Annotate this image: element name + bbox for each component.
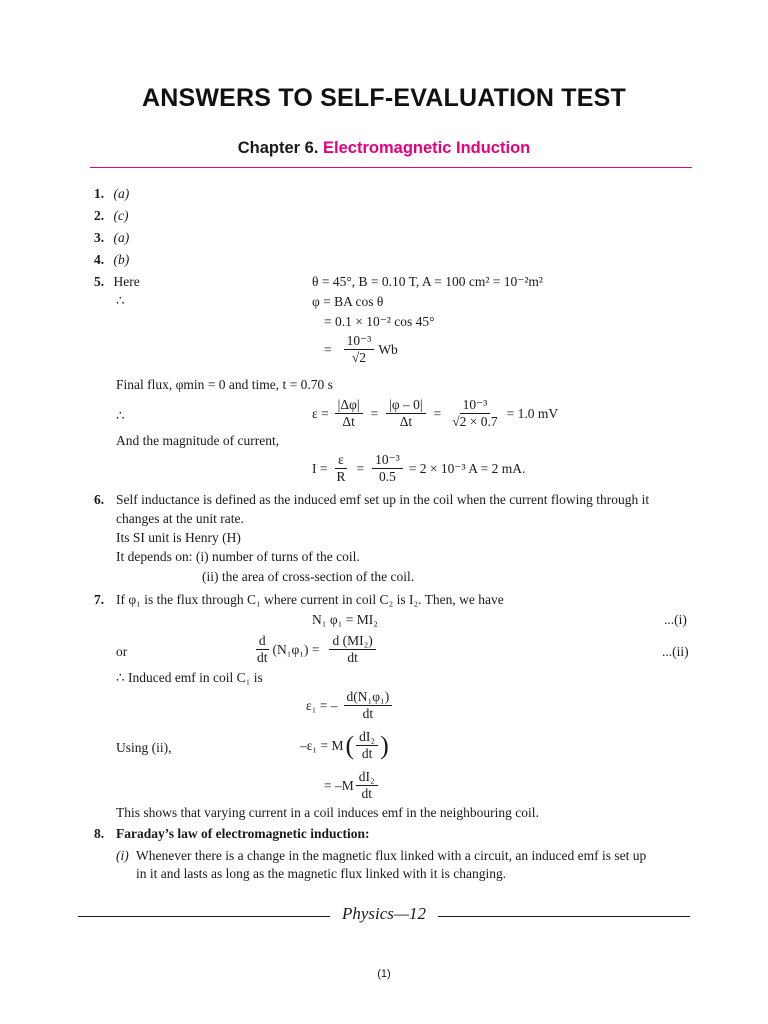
equation-2-tag: ...(ii) <box>662 644 689 659</box>
fraction-numerator: dI₂ <box>356 770 378 786</box>
fraction-denominator: R <box>336 469 346 485</box>
answer-number: 4. <box>94 252 105 267</box>
fraction-denominator: Δt <box>342 414 355 430</box>
item-i-line-2: in it and lasts as long as the magnetic flux linked with it is changing. <box>136 866 507 881</box>
answer-option: (a) <box>113 186 130 201</box>
equation-4: –ε₁ = M ( $\frac{\text{dI₂}}{dt}$ ) <box>300 729 389 762</box>
equation-5-fraction <box>356 770 378 801</box>
flux-fraction <box>344 334 375 365</box>
therefore-symbol: ∴ <box>116 408 125 423</box>
answer-number: 8. <box>94 826 105 841</box>
fraction-denominator: √2 <box>351 350 367 366</box>
answer-6-line-2: changes at the unit rate. <box>116 511 244 526</box>
therefore-symbol: ∴ <box>116 293 125 308</box>
emf-fraction-1 <box>335 398 363 429</box>
item-i-label: (i) <box>116 848 129 863</box>
footer-book-title: Physics—12 <box>341 904 427 923</box>
or-text: or <box>116 644 128 659</box>
fraction-numerator: ε <box>335 453 347 469</box>
flux-unit: Wb <box>378 341 398 357</box>
fraction-numerator: d <box>256 634 269 650</box>
answer-1 <box>94 186 129 202</box>
answer-number: 1. <box>94 186 105 201</box>
fraction-denominator: dt <box>257 650 268 666</box>
faraday-law-heading: Faraday’s law of electromagnetic induction: <box>116 826 370 841</box>
equation-2 <box>252 634 378 665</box>
equation-4-fraction <box>356 730 378 761</box>
fraction-denominator: dt <box>361 746 373 762</box>
fraction-numerator: d (MI₂) <box>329 634 375 650</box>
chapter-prefix: Chapter 6. <box>237 139 319 157</box>
fraction-numerator: 10⁻³ <box>460 398 491 414</box>
answer-6-line-1: Self inductance is defined as the induced emf set up in the coil when the current flowing through it <box>116 492 650 507</box>
fraction-numerator: dI₂ <box>356 730 378 746</box>
chapter-divider <box>90 167 692 168</box>
fraction-numerator: |Δφ| <box>335 398 363 414</box>
current-fraction-1 <box>333 453 348 484</box>
current-equation: I = $\frac{\varepsilon}{R}$ = $\frac{\text{10⁻³}}{0.5}$ = 2 × 10⁻³ A = 2 mA. <box>312 452 526 485</box>
answer-6-line-4: It depends on: (i) number of turns of the coil. <box>116 549 360 564</box>
chapter-heading <box>0 139 768 158</box>
answer-7-conclusion: This shows that varying current in a coil induces emf in the neighbouring coil. <box>116 805 539 820</box>
equation-5 <box>324 770 380 801</box>
fraction-denominator: √2 × 0.7 <box>452 414 498 430</box>
current-result: = 2 × 10⁻³ A = 2 mA. <box>408 460 526 476</box>
equation-3-lhs: ε₁ = – <box>306 697 338 713</box>
using-text: Using (ii), <box>116 740 172 755</box>
answer-6-line-5: (ii) the area of cross-section of the coil. <box>202 569 415 584</box>
answer-2 <box>94 208 128 224</box>
fraction-denominator: dt <box>347 650 358 666</box>
emf-fraction-3 <box>449 398 500 429</box>
flux-result: = $\frac{\text{10⁻³}}{√2}$ Wb <box>324 333 398 366</box>
equation-1-tag: ...(i) <box>664 612 687 627</box>
emf-fraction-2 <box>386 398 425 429</box>
answer-number: 6. <box>94 492 105 507</box>
answer-number: 3. <box>94 230 105 245</box>
answer-8-number <box>94 826 104 842</box>
here-text: Here <box>113 274 140 289</box>
current-intro: And the magnitude of current, <box>116 433 280 448</box>
emf-equation: ε = $\frac{|\Delta\varphi|}{\Delta t}$ = $\frac{|\varphi - 0|}{\Delta t}$ = $\frac{\text{10⁻³}}{√2 \times 0.7}$ = 1.0 mV <box>312 397 559 430</box>
fraction-denominator: dt <box>361 786 372 802</box>
answer-option: (a) <box>113 230 130 245</box>
equation-2-rhs <box>329 634 375 665</box>
answer-6-number <box>94 492 104 508</box>
answer-3 <box>94 230 129 246</box>
answer-6-line-3: Its SI unit is Henry (H) <box>116 530 241 545</box>
fraction-numerator: 10⁻³ <box>372 453 403 469</box>
flux-equation: φ = BA cos θ <box>312 294 384 309</box>
induced-emf-text: ∴ Induced emf in coil C₁ is <box>116 670 263 685</box>
answer-number: 2. <box>94 208 105 223</box>
fraction-numerator: |φ – 0| <box>386 398 425 414</box>
answer-option: (c) <box>113 208 129 223</box>
answer-7-intro: If φ₁ is the flux through C₁ where current in coil C₂ is I₂. Then, we have <box>116 592 504 607</box>
emf-lhs: ε = <box>312 405 329 421</box>
page-title: ANSWERS TO SELF-EVALUATION TEST <box>142 84 626 112</box>
equation-5-lhs: = –M <box>324 777 354 793</box>
fraction-numerator: 10⁻³ <box>344 334 375 350</box>
answer-4 <box>94 252 129 268</box>
answer-number: 5. <box>94 274 105 289</box>
flux-value: = 0.1 × 10⁻² cos 45° <box>324 314 435 329</box>
current-fraction-2 <box>372 453 403 484</box>
fraction-denominator: dt <box>362 706 374 722</box>
given-values: θ = 45°, B = 0.10 T, A = 100 cm² = 10⁻²m² <box>312 274 543 289</box>
equation-3-fraction <box>344 690 393 721</box>
emf-result: = 1.0 mV <box>506 405 559 421</box>
derivative-operator <box>254 634 271 665</box>
current-lhs: I = <box>312 460 328 476</box>
equation-2-lhs: (N₁φ₁) = <box>272 641 320 657</box>
answer-5-label <box>94 274 140 290</box>
fraction-denominator: 0.5 <box>379 469 396 485</box>
fraction-numerator: d(N₁φ₁) <box>344 690 393 706</box>
item-i-line-1: Whenever there is a change in the magnetic flux linked with a circuit, an induced emf is set up <box>136 848 647 863</box>
chapter-name: Electromagnetic Induction <box>323 139 531 157</box>
equation-3 <box>306 690 394 721</box>
page-number: (1) <box>377 968 391 980</box>
equation-1: N₁ φ₁ = MI₂ <box>312 612 378 627</box>
equation-4-lhs: –ε₁ = M <box>300 737 344 753</box>
answer-option: (b) <box>113 252 130 267</box>
fraction-denominator: Δt <box>399 414 413 430</box>
answer-7-number <box>94 592 104 608</box>
final-flux-text: Final flux, φmin = 0 and time, t = 0.70 s <box>116 377 333 392</box>
answer-number: 7. <box>94 592 105 607</box>
